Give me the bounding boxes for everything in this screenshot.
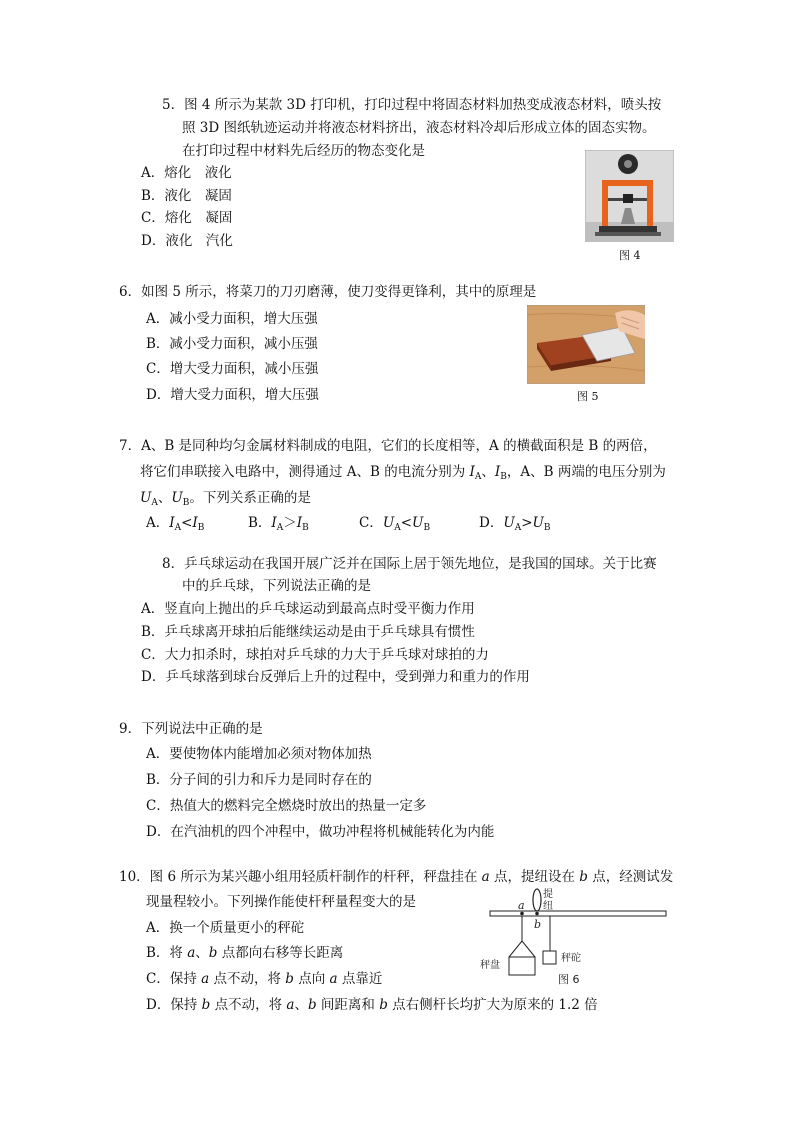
q9-option-d: D．在汽油机的四个冲程中，做功冲程将机械能转化为内能: [146, 824, 495, 840]
q8-option-b: B．乒乓球离开球拍后能继续运动是由于乒乓球具有惯性: [141, 624, 475, 640]
q7-option-a: A．$I_A<I_B$: [146, 515, 205, 533]
counterweight: [543, 951, 556, 964]
q10-stem-line2: 现量程较小。下列操作能使杆秤量程变大的是: [146, 894, 416, 910]
q6-option-d: D．增大受力面积，增大压强: [146, 387, 319, 403]
q8-option-a: A．竖直向上抛出的乒乓球运动到最高点时受平衡力作用: [141, 601, 475, 617]
q5-stem-line1: 5．图 4 所示为某款 3D 打印机，打印过程中将固态材料加热变成液态材料，喷头按: [162, 97, 662, 113]
knife-sharpening-photo: [527, 305, 645, 384]
q5-option-a: A．熔化 液化: [141, 165, 232, 181]
q5-stem-line3: 在打印过程中材料先后经历的物态变化是: [182, 143, 425, 159]
q8-option-d: D．乒乓球落到球台反弹后上升的过程中，受到弹力和重力的作用: [141, 669, 530, 685]
q10-option-b: B．将 a、b 点都向右移等长距离: [146, 945, 344, 961]
hanging-loop: [533, 889, 541, 911]
q8-stem-line2: 中的乒乓球，下列说法正确的是: [182, 578, 371, 594]
fig5-caption: 图 5: [577, 390, 599, 403]
label-tinu-1: 提: [543, 889, 553, 900]
fig4-caption: 图 4: [619, 249, 641, 262]
q5-option-b: B．液化 凝固: [141, 188, 232, 204]
scale-pan: [509, 957, 535, 975]
q6-stem: 6．如图 5 所示，将菜刀的刀刃磨薄，使刀变得更锋利，其中的原理是: [119, 284, 537, 300]
label-weight: 秤砣: [561, 953, 581, 964]
q8-option-c: C．大力扣杀时，球拍对乒乓球的力大于乒乓球对球拍的力: [141, 647, 489, 663]
q7-option-c: C．$U_A<U_B$: [359, 515, 431, 533]
q10-option-c: C．保持 a 点不动，将 b 点向 a 点靠近: [146, 971, 383, 987]
point-a-marker: [520, 912, 524, 916]
q10-stem-line1: 10．图 6 所示为某兴趣小组用轻质杆制作的杆秤，秤盘挂在 a 点，提纽设在 b 点，经测试发: [119, 869, 674, 885]
fig6-caption: 图 6: [558, 973, 580, 986]
q7-option-b: B．$I_A>I_B$: [248, 515, 309, 533]
3d-printer-photo: [585, 150, 674, 242]
label-tinu-2: 纽: [543, 901, 553, 912]
q8-stem-line1: 8．乒乓球运动在我国开展广泛并在国际上居于领先地位，是我国的国球。关于比赛: [162, 556, 657, 572]
q5-stem-line2: 照 3D 图纸轨迹运动并将液态材料挤出，液态材料冷却后形成立体的固态实物。: [182, 120, 656, 136]
q7-stem-line3: $U_A$、$U_B$。下列关系正确的是: [140, 490, 311, 508]
q6-option-c: C．增大受力面积，减小压强: [146, 361, 319, 377]
q6-option-a: A．减小受力面积，增大压强: [146, 311, 318, 327]
point-b-marker: [535, 912, 539, 916]
label-a: a: [518, 899, 525, 912]
q6-option-b: B．减小受力面积，减小压强: [146, 336, 318, 352]
label-pan: 秤盘: [480, 960, 500, 971]
steelyard-diagram: [470, 885, 675, 990]
q9-option-c: C．热值大的燃料完全燃烧时放出的热量一定多: [146, 798, 427, 814]
q9-stem: 9．下列说法中正确的是: [119, 721, 263, 737]
q10-option-a: A．换一个质量更小的秤砣: [146, 920, 305, 936]
q7-stem-line2: 将它们串联接入电路中，测得通过 A、B 的电流分别为 $I_A$、$I_B$，A、B 两端的电压分别为: [140, 464, 666, 482]
q5-option-d: D．液化 汽化: [141, 233, 233, 249]
label-b: b: [534, 918, 542, 931]
q7-option-d: D．$U_A>U_B$: [479, 515, 551, 533]
q9-option-a: A．要使物体内能增加必须对物体加热: [146, 746, 372, 762]
q5-option-c: C．熔化 凝固: [141, 210, 233, 226]
q10-option-d: D．保持 b 点不动，将 a、b 间距离和 b 点右侧杆长均扩大为原来的 1.2 倍: [146, 997, 598, 1013]
q9-option-b: B．分子间的引力和斥力是同时存在的: [146, 772, 372, 788]
q7-stem-line1: 7．A、B 是同种均匀金属材料制成的电阻，它们的长度相等，A 的横截面积是 B 的两倍，: [119, 438, 657, 454]
